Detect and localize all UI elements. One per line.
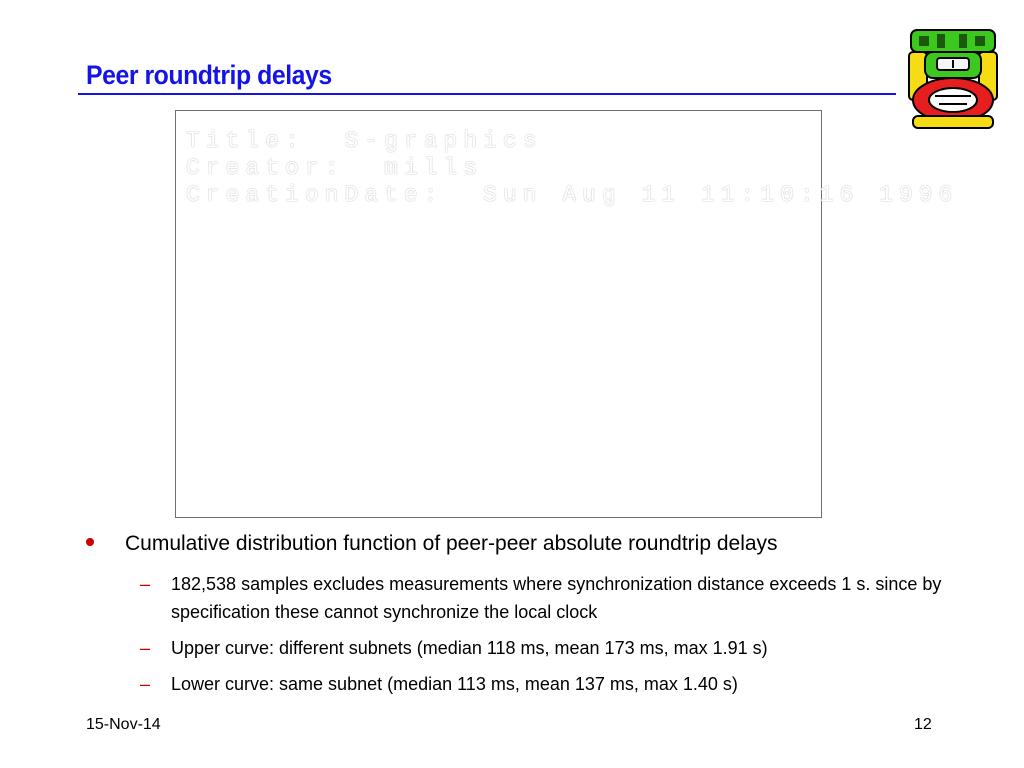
bullet-text: Cumulative distribution function of peer-peer absolute roundtrip delays (125, 532, 778, 555)
dash-bullet-icon: – (140, 638, 151, 658)
figure-header-line: CreationDate: Sun Aug 11 11:10:16 1996 (186, 182, 959, 208)
figure-header-line: Creator: mills (186, 155, 484, 181)
sub-bullet-text: Upper curve: different subnets (median 118 ms, mean 173 ms, max 1.91 s) (171, 638, 768, 658)
sub-bullet-item (140, 570, 940, 628)
figure-header-text (186, 128, 958, 209)
dash-bullet-icon: – (140, 674, 151, 694)
title-underline (78, 93, 896, 95)
sub-bullet-text: Lower curve: same subnet (median 113 ms, mean 137 ms, max 1.40 s) (171, 674, 738, 694)
sub-bullet-item (140, 634, 940, 662)
aztec-mask-icon (905, 24, 1001, 132)
slide-number: 12 (914, 716, 932, 733)
dash-bullet-icon: – (140, 574, 151, 594)
round-bullet-icon (86, 538, 94, 546)
sub-bullet-text: 182,538 samples excludes measurements where synchronization distance exceeds 1 s. since by specification these cannot synchronize the local clock (171, 574, 942, 622)
footer-date: 15-Nov-14 (86, 716, 161, 733)
sub-bullet-item (140, 670, 940, 698)
figure-header-line: Title: S-graphics (186, 128, 543, 154)
figure-placeholder (175, 110, 959, 518)
slide-title: Peer roundtrip delays (86, 60, 332, 90)
